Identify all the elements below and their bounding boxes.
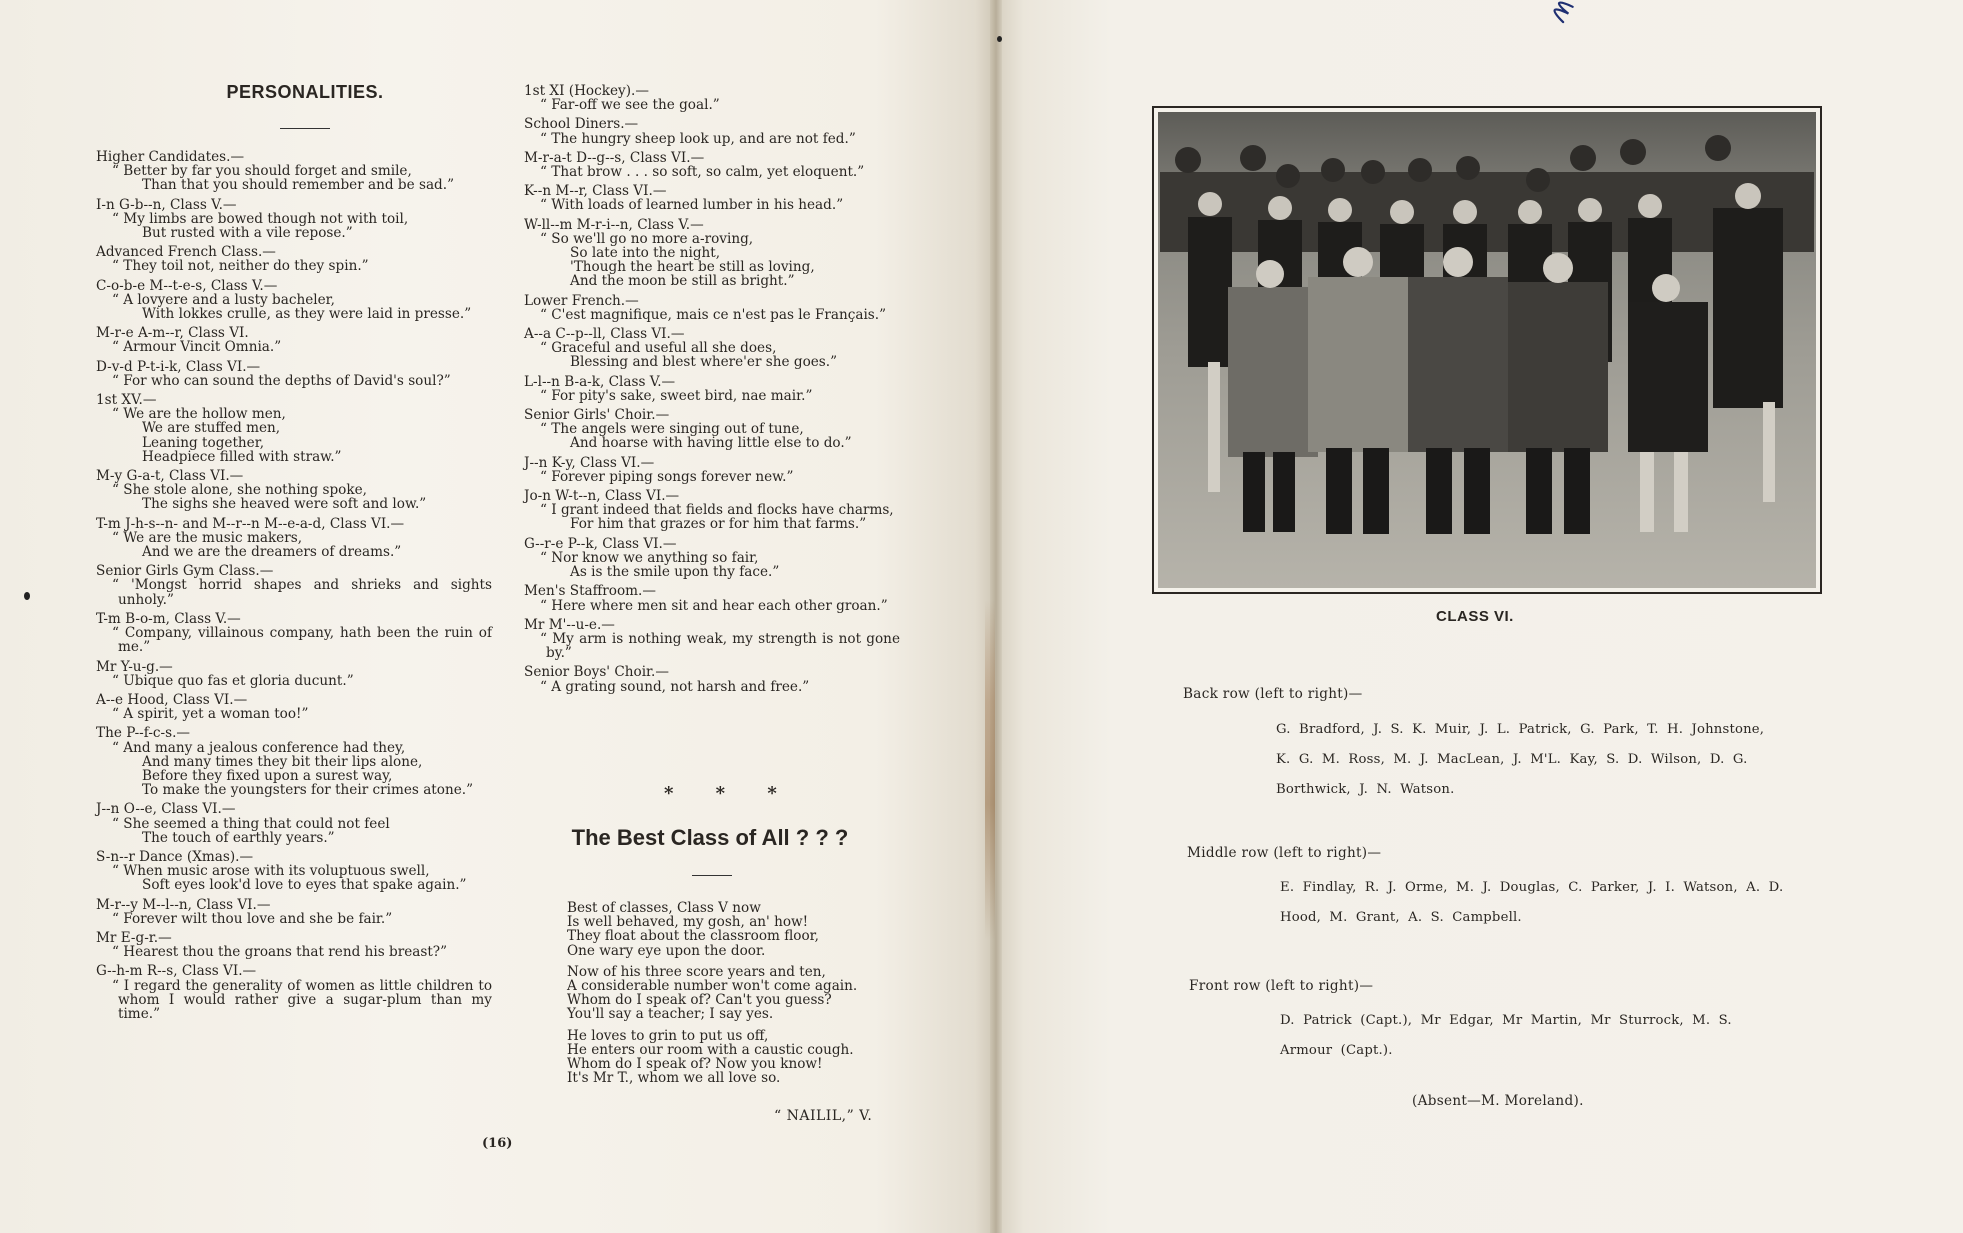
entry-heading: Higher Candidates.—	[96, 149, 245, 165]
entry-heading: A--e Hood, Class VI.—	[96, 691, 248, 708]
entry-heading: Senior Boys' Choir.—	[524, 664, 669, 681]
entry-quote-line: “ The angels were singing out of tune,	[540, 421, 804, 438]
entry-quote-line: With lokkes crulle, as they were laid in presse.”	[142, 306, 472, 323]
personality-entry	[96, 279, 492, 322]
entry-quote-line: “ Better by far you should forget and smile,	[112, 163, 412, 180]
entry-quote-line: “ Here where men sit and hear each other groan.”	[540, 597, 888, 614]
back-row-names-line: Borthwick, J. N. Watson.	[1276, 782, 1455, 797]
entry-heading: Senior Girls' Choir.—	[524, 407, 670, 424]
personality-entry	[96, 726, 492, 797]
entry-quote-line: The touch of earthly years.”	[142, 829, 335, 846]
entry-quote-line: “ Forever wilt thou love and she be fair.”	[112, 910, 393, 927]
entry-quote-line: “ She seemed a thing that could not feel	[112, 815, 390, 832]
personality-entry	[524, 375, 900, 403]
poem-line: Is well behaved, my gosh, an' how!	[567, 914, 809, 931]
personality-entry	[96, 898, 492, 926]
personality-entry	[96, 802, 492, 845]
poem-line: He enters our room with a caustic cough.	[567, 1041, 854, 1058]
entry-quote-line: “ So we'll go no more a-roving,	[540, 230, 754, 247]
poem-title: The Best Class of All ? ? ?	[571, 825, 849, 850]
personality-entry	[96, 393, 492, 464]
personalities-column-left	[96, 150, 492, 1026]
poem-line: Whom do I speak of? Can't you guess?	[567, 992, 832, 1009]
section-stars: * * *	[664, 783, 795, 804]
entry-heading: C-o-b-e M--t-e-s, Class V.—	[96, 277, 278, 294]
poem-stanza	[567, 965, 897, 1022]
entry-quote-line: “ When music arose with its voluptuous swell,	[112, 863, 430, 880]
ink-mark	[997, 36, 1002, 42]
poem-stanza	[567, 901, 897, 958]
entry-quote-line: “ They toil not, neither do they spin.”	[112, 258, 369, 275]
page-number: (16)	[482, 1136, 513, 1151]
entry-heading: School Diners.—	[524, 116, 639, 133]
entry-heading: L-l--n B-a-k, Class V.—	[524, 373, 676, 390]
entry-quote-line: Headpiece filled with straw.”	[142, 448, 342, 465]
entry-heading: M-y G-a-t, Class VI.—	[96, 468, 244, 485]
poem-line: A considerable number won't come again.	[567, 978, 858, 995]
personality-entry	[96, 360, 492, 388]
entry-heading: D-v-d P-t-i-k, Class VI.—	[96, 358, 261, 375]
entry-quote-line: “ We are the music makers,	[112, 529, 303, 546]
entry-quote-line: And many times they bit their lips alone,	[142, 753, 423, 770]
entry-quote-line: “ I grant indeed that fields and flocks have charms,	[540, 502, 894, 519]
entry-heading: Mr Y-u-g.—	[96, 658, 173, 675]
entry-heading: I-n G-b--n, Class V.—	[96, 196, 237, 213]
entry-quote-line: “ For who can sound the depths of David's soul?”	[112, 372, 451, 389]
entry-quote-line: And we are the dreamers of dreams.”	[142, 544, 402, 561]
entry-quote-line: “ The hungry sheep look up, and are not fed.”	[540, 130, 856, 147]
poem-stanza	[567, 1029, 897, 1086]
entry-quote-line: “ A grating sound, not harsh and free.”	[540, 678, 810, 695]
poem-line: They float about the classroom floor,	[567, 928, 819, 945]
personality-entry	[524, 218, 900, 289]
personality-entry	[524, 327, 900, 370]
personality-entry	[96, 564, 492, 607]
entry-quote-line: Before they fixed upon a surest way,	[142, 767, 393, 784]
entry-heading: W-ll--m M-r-i--n, Class V.—	[524, 216, 704, 233]
entry-heading: 1st XI (Hockey).—	[524, 83, 649, 99]
class-photo-frame	[1152, 106, 1822, 594]
entry-heading: Jo-n W-t--n, Class VI.—	[524, 488, 680, 505]
personalities-title: PERSONALITIES.	[226, 82, 384, 102]
entry-quote-line: “ C'est magnifique, mais ce n'est pas le Français.”	[540, 306, 887, 323]
entry-quote-line: Leaning together,	[142, 434, 265, 451]
entry-quote-line: “ 'Mongst horrid shapes and shrieks and sights unholy.”	[112, 577, 492, 608]
entry-heading: Lower French.—	[524, 292, 639, 309]
personality-entry	[96, 964, 492, 1021]
entry-heading: Mr E-g-r.—	[96, 929, 172, 946]
entry-quote-line: And hoarse with having little else to do.”	[570, 435, 852, 452]
personality-entry	[524, 618, 900, 661]
entry-heading: G--h-m R--s, Class VI.—	[96, 963, 257, 980]
front-row-names	[1280, 1006, 1800, 1066]
personality-entry	[524, 184, 900, 212]
middle-row-names	[1280, 873, 1800, 933]
personalities-column-right	[524, 84, 900, 699]
poem-line: It's Mr T., whom we all love so.	[567, 1070, 781, 1087]
entry-quote-line: “ And many a jealous conference had they,	[112, 739, 406, 756]
personality-entry	[96, 150, 492, 193]
entry-heading: J--n O--e, Class VI.—	[96, 801, 236, 818]
personality-entry	[524, 294, 900, 322]
entry-heading: Advanced French Class.—	[96, 244, 276, 261]
entry-quote-line: “ Far-off we see the goal.”	[540, 97, 720, 114]
entry-quote-line: Soft eyes look'd love to eyes that spake again.”	[142, 877, 467, 894]
entry-quote-line: “ Armour Vincit Omnia.”	[112, 339, 282, 356]
page-stain	[985, 600, 995, 940]
entry-heading: Mr M'--u-e.—	[524, 616, 615, 633]
personality-entry	[524, 489, 900, 532]
personality-entry	[96, 198, 492, 241]
title-rule	[280, 128, 330, 129]
back-row-names-line: G. Bradford, J. S. K. Muir, J. L. Patrick, G. Park, T. H. Johnstone,	[1276, 722, 1765, 737]
entry-quote-line: We are stuffed men,	[142, 420, 281, 437]
entry-quote-line: “ With loads of learned lumber in his head.”	[540, 197, 844, 214]
absent-note: (Absent—M. Moreland).	[1412, 1093, 1584, 1109]
entry-heading: T-m J-h-s--n- and M--r--n M--e-a-d, Class VI.—	[96, 515, 405, 532]
entry-quote-line: “ A spirit, yet a woman too!”	[112, 706, 309, 723]
poem-line: He loves to grin to put us off,	[567, 1027, 769, 1044]
photo-caption: CLASS VI.	[1436, 608, 1514, 625]
entry-quote-line: Than that you should remember and be sad.”	[142, 177, 455, 194]
entry-heading: M-r-a-t D--g--s, Class VI.—	[524, 149, 705, 166]
front-row-names-line: Armour (Capt.).	[1280, 1043, 1393, 1058]
class-photo	[1158, 112, 1816, 588]
front-row-label: Front row (left to right)—	[1189, 978, 1374, 994]
personality-entry	[96, 612, 492, 655]
poem-line: One wary eye upon the door.	[567, 942, 766, 959]
poem-signature: “ NAILIL,” V.	[774, 1108, 873, 1124]
entry-quote-line: For him that grazes or for him that farms.”	[570, 516, 867, 533]
entry-quote-line: To make the youngsters for their crimes atone.”	[142, 782, 474, 799]
entry-quote-line: “ That brow . . . so soft, so calm, yet eloquent.”	[540, 164, 865, 181]
personality-entry	[524, 151, 900, 179]
personality-entry	[524, 537, 900, 580]
poem-line: Now of his three score years and ten,	[567, 963, 826, 980]
personality-entry	[96, 245, 492, 273]
entry-quote-line: As is the smile upon thy face.”	[570, 564, 780, 581]
poem-line: Whom do I speak of? Now you know!	[567, 1056, 823, 1073]
personality-entry	[96, 850, 492, 893]
entry-quote-line: “ Graceful and useful all she does,	[540, 340, 777, 357]
entry-heading: Senior Girls Gym Class.—	[96, 563, 274, 580]
entry-quote-line: Blessing and blest where'er she goes.”	[570, 354, 838, 371]
personality-entry	[524, 408, 900, 451]
entry-quote-line: “ I regard the generality of women as little children to whom I would rather give a sugar-plum than my time.”	[112, 977, 492, 1022]
entry-quote-line: “ Ubique quo fas et gloria ducunt.”	[112, 672, 354, 689]
entry-heading: T-m B-o-m, Class V.—	[96, 610, 241, 627]
personality-entry	[524, 84, 900, 112]
entry-quote-line: “ My limbs are bowed though not with toil,	[112, 210, 409, 227]
entry-quote-line: The sighs she heaved were soft and low.”	[142, 496, 427, 513]
entry-heading: 1st XV.—	[96, 392, 157, 409]
entry-quote-line: And the moon be still as bright.”	[570, 273, 795, 290]
poem-line: You'll say a teacher; I say yes.	[567, 1006, 774, 1023]
personality-entry	[96, 517, 492, 560]
entry-quote-line: “ A lovyere and a lusty bacheler,	[112, 291, 335, 308]
entry-heading: G--r-e P--k, Class VI.—	[524, 535, 677, 552]
personality-entry	[524, 456, 900, 484]
back-row-names	[1276, 715, 1796, 805]
personality-entry	[96, 931, 492, 959]
personality-entry	[96, 660, 492, 688]
entry-heading: The P--f-c-s.—	[96, 725, 191, 742]
personality-entry	[524, 665, 900, 693]
ink-mark	[24, 592, 30, 600]
personality-entry	[96, 469, 492, 512]
poem-line: Best of classes, Class V now	[567, 900, 761, 916]
entry-heading: M-r-e A-m--r, Class VI.	[96, 325, 249, 342]
entry-quote-line: “ For pity's sake, sweet bird, nae mair.”	[540, 387, 813, 404]
entry-quote-line: “ She stole alone, she nothing spoke,	[112, 482, 367, 499]
personality-entry	[524, 584, 900, 612]
middle-row-label: Middle row (left to right)—	[1187, 845, 1382, 861]
entry-quote-line: “ Hearest thou the groans that rend his breast?”	[112, 944, 448, 961]
entry-quote-line: “ We are the hollow men,	[112, 406, 286, 423]
middle-row-names-line: E. Findlay, R. J. Orme, M. J. Douglas, C. Parker, J. I. Watson, A. D.	[1280, 880, 1784, 895]
entry-quote-line: So late into the night,	[570, 245, 721, 262]
entry-heading: M-r--y M--l--n, Class VI.—	[96, 896, 271, 913]
entry-heading: S-n--r Dance (Xmas).—	[96, 848, 254, 865]
entry-quote-line: “ Forever piping songs forever new.”	[540, 468, 794, 485]
front-row-names-line: D. Patrick (Capt.), Mr Edgar, Mr Martin, Mr Sturrock, M. S.	[1280, 1013, 1732, 1028]
entry-quote-line: “ Nor know we anything so fair,	[540, 549, 759, 566]
entry-heading: Men's Staffroom.—	[524, 583, 656, 600]
entry-heading: J--n K-y, Class VI.—	[524, 454, 655, 471]
entry-quote-line: 'Though the heart be still as loving,	[570, 259, 815, 276]
poem-body	[567, 901, 897, 1092]
entry-quote-line: “ My arm is nothing weak, my strength is not gone by.”	[540, 630, 900, 662]
entry-quote-line: But rusted with a vile repose.”	[142, 225, 353, 242]
personality-entry	[96, 693, 492, 721]
entry-heading: K--n M--r, Class VI.—	[524, 183, 667, 200]
entry-heading: A--a C--p--ll, Class VI.—	[524, 326, 685, 343]
back-row-names-line: K. G. M. Ross, M. J. MacLean, J. M'L. Kay, S. D. Wilson, D. G.	[1276, 752, 1748, 767]
personality-entry	[96, 326, 492, 354]
entry-quote-line: “ Company, villainous company, hath been the ruin of me.”	[112, 625, 492, 656]
back-row-label: Back row (left to right)—	[1183, 686, 1363, 702]
personality-entry	[524, 117, 900, 145]
middle-row-names-line: Hood, M. Grant, A. S. Campbell.	[1280, 910, 1522, 925]
poem-rule	[692, 875, 732, 876]
